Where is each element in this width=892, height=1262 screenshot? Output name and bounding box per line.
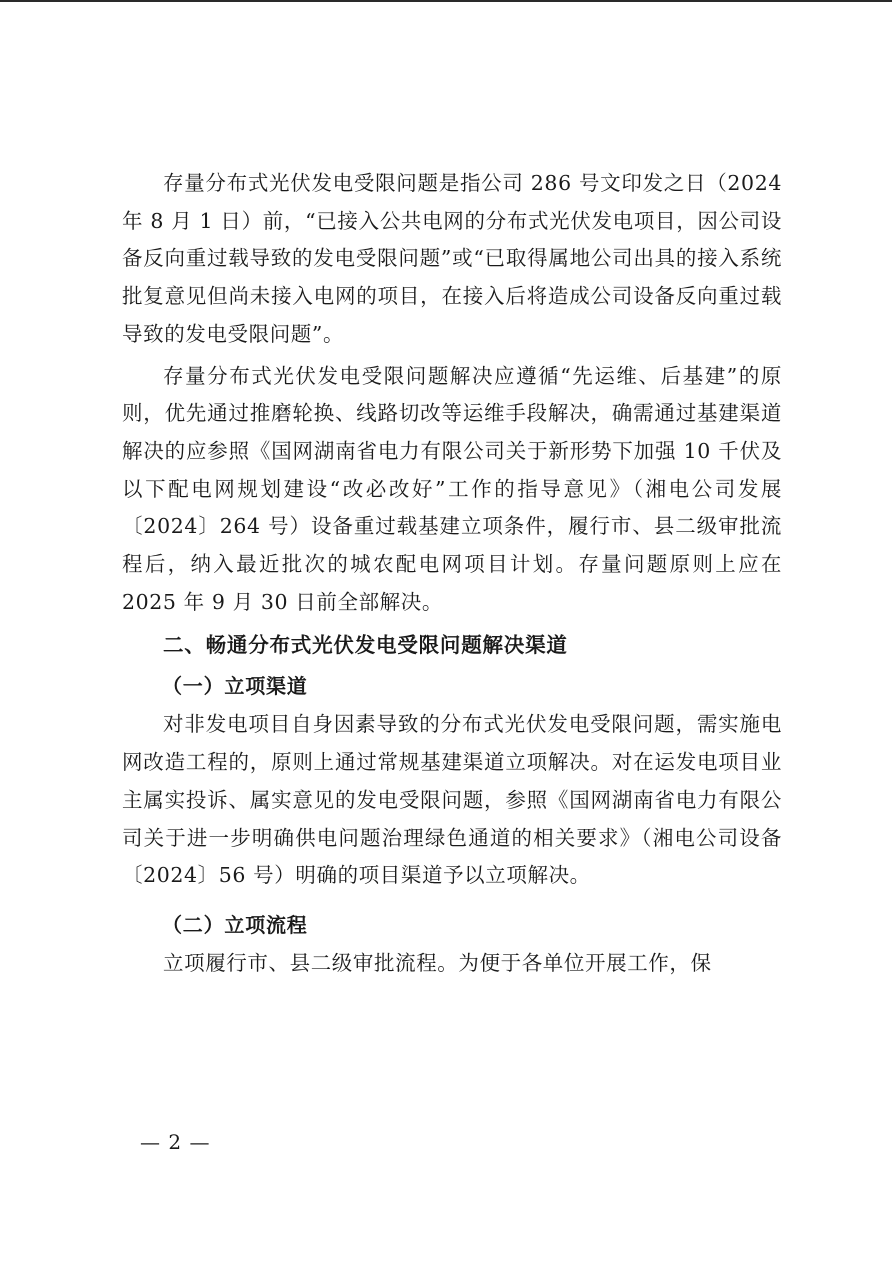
section-heading-2: 二、畅通分布式光伏发电受限问题解决渠道 — [163, 633, 568, 658]
paragraph-project-channel: 对非发电项目自身因素导致的分布式光伏发电受限问题，需实施电网改造工程的，原则上通过常规基建渠道立项解决。对在运发电项目业主属实投诉、属实意见的发电受限问题，参照《国网湖南省电力有限公司关于进一步明确供电问题治理绿色通道的相关要求》（湘电公司设备〔2024〕56 号）明确的项目渠道予以立项解决。 — [122, 712, 782, 888]
subsection-heading-2: （二）立项流程 — [162, 912, 308, 937]
top-border-line — [0, 0, 892, 2]
subsection-heading-1: （一）立项渠道 — [162, 674, 308, 699]
paragraph-project-process: 立项履行市、县二级审批流程。为便于各单位开展工作，保 — [163, 950, 712, 975]
page-number: — 2 — — [140, 1130, 211, 1154]
document-body — [122, 165, 782, 983]
paragraph-definition: 存量分布式光伏发电受限问题是指公司 286 号文印发之日（2024 年 8 月 1 日）前，“已接入公共电网的分布式光伏发电项目，因公司设备反向重过载导致的发电受限问题”或“已取得属地公司出具的接入系统批复意见但尚未接入电网的项目，在接入后将造成公司设备反向重过载导致的发电受限问题”。 — [122, 171, 782, 346]
paragraph-principle: 存量分布式光伏发电受限问题解决应遵循“先运维、后基建”的原则，优先通过推磨轮换、线路切改等运维手段解决，确需通过基建渠道解决的应参照《国网湖南省电力有限公司关于新形势下加强 10 千伏及以下配电网规划建设“改必改好”工作的指导意见》（湘电公司发展〔2024〕264 号）设备重过载基建立项条件，履行市、县二级审批流程后，纳入最近批次的城农配电网项目计划。存量问题原则上应在 2025 年 9 月 30 日前全部解决。 — [122, 363, 782, 614]
